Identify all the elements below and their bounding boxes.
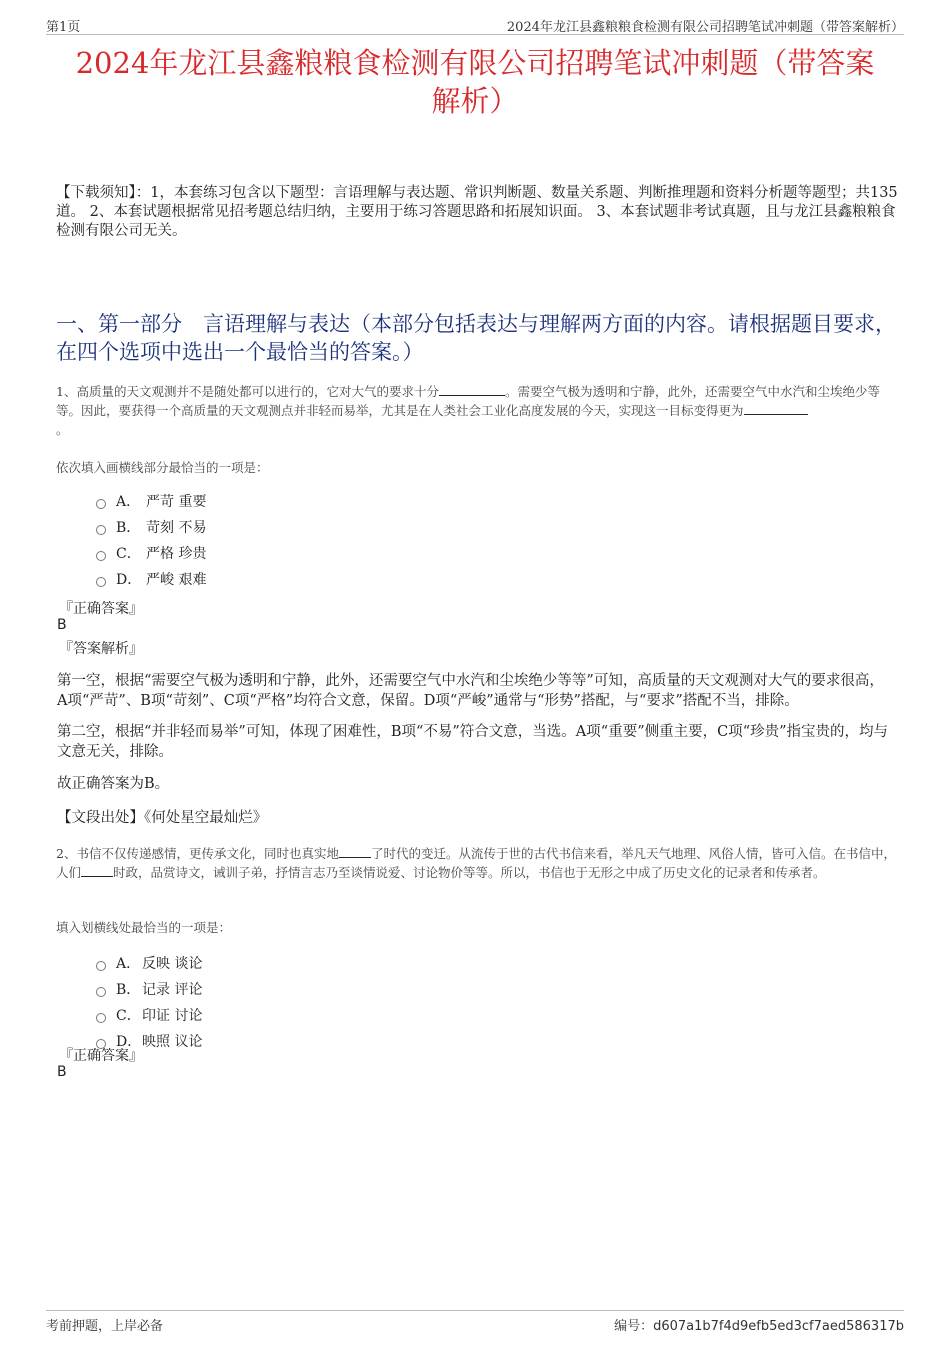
section-heading: 一、第一部分 言语理解与表达（本部分包括表达与理解两方面的内容。请根据题目要求，在四个选项中选出一个最恰当的答案。）	[56, 312, 896, 364]
option-text: 严峻 艰难	[146, 572, 207, 588]
option-key: B．	[116, 520, 141, 536]
option-key: B．	[116, 982, 141, 998]
download-notice: 【下载须知】：1，本套练习包含以下题型：言语理解与表达题、常识判断题、数量关系题、判断推理题和资料分析题等题型；共135道。 2、本套试题根据常见招考题总结归纳，主要用于练习答题思路和拓展知识面。 3、本套试题非考试真题，且与龙江县鑫粮粮食检测有限公司无关。	[56, 185, 898, 239]
question-1-instruction: 依次填入画横线部分最恰当的一项是：	[56, 460, 269, 475]
option-text: 严格 珍贵	[146, 546, 207, 562]
q1-answer: B	[57, 617, 67, 633]
radio-icon[interactable]	[96, 961, 106, 971]
q2-option-c[interactable]	[96, 1005, 202, 1025]
question-1-stem-part-c: 。	[56, 422, 69, 437]
q1-analysis-2: 第二空，根据“并非轻而易举”可知，体现了困难性，B项“不易”符合文意，当选。A项“重要”侧重主要，C项“珍贵”指宝贵的，均与文意无关，排除。	[57, 724, 889, 760]
fill-blank	[439, 383, 505, 396]
question-1-stem-part-b: 。需要空气极为透明和宁静，此外，还需要空气中水汽和尘埃绝少等等。因此，要获得一个高质量的天文观测点并非轻而易举，尤其是在人类社会工业化高度发展的今天，实现这一目标变得更为	[56, 384, 880, 418]
header-doc-title: 2024年龙江县鑫粮粮食检测有限公司招聘笔试冲刺题（带答案解析）	[506, 20, 904, 35]
option-text: 反映 谈论	[142, 956, 203, 972]
q1-option-b[interactable]	[96, 517, 206, 537]
radio-icon[interactable]	[96, 499, 106, 509]
radio-icon[interactable]	[96, 987, 106, 997]
page-number: 第1页	[46, 20, 81, 35]
question-2-instruction: 填入划横线处最恰当的一项是：	[56, 920, 232, 935]
q1-conclusion: 故正确答案为B。	[57, 776, 170, 792]
page-footer	[46, 1310, 904, 1335]
question-1-stem	[56, 382, 898, 439]
option-text: 记录 评论	[142, 982, 203, 998]
title-line-1: 2024年龙江县鑫粮粮食检测有限公司招聘笔试冲刺题（带答案	[75, 46, 875, 80]
option-key: D．	[116, 572, 142, 588]
radio-icon[interactable]	[96, 577, 106, 587]
q1-option-d[interactable]	[96, 569, 206, 589]
radio-icon[interactable]	[96, 551, 106, 561]
footer-code-value: d607a1b7f4d9efb5ed3cf7aed586317b	[653, 1319, 904, 1334]
option-text: 映照 议论	[142, 1034, 203, 1050]
option-text: 印证 讨论	[142, 1008, 203, 1024]
fill-blank	[81, 864, 113, 877]
document-title	[46, 44, 904, 120]
footer-code-label: 编号：	[614, 1319, 654, 1334]
option-text: 苛刻 不易	[146, 520, 207, 536]
question-2-stem-part-a: 2、书信不仅传递感情，更传承文化，同时也真实地	[56, 846, 339, 861]
q2-option-b[interactable]	[96, 979, 202, 999]
fill-blank	[744, 402, 808, 415]
page-header	[46, 14, 904, 35]
footer-slogan: 考前押题，上岸必备	[46, 1319, 164, 1334]
question-2-stem	[56, 844, 898, 882]
title-line-2: 解析）	[431, 84, 519, 118]
fill-blank	[339, 845, 371, 858]
q2-answer-label: 『正确答案』	[59, 1048, 143, 1064]
q1-source: 【文段出处】《何处星空最灿烂》	[57, 810, 268, 826]
option-key: C．	[116, 1008, 141, 1024]
q2-option-a[interactable]	[96, 953, 202, 973]
question-2-stem-part-b: 了时代的变迁。从流传于世的古代书信来看，举凡天气地理、风俗人情，皆可入信。在书信中，人们	[56, 846, 896, 880]
q1-option-a[interactable]	[96, 491, 206, 511]
radio-icon[interactable]	[96, 1013, 106, 1023]
option-key: A．	[116, 494, 141, 510]
option-text: 严苛 重要	[146, 494, 207, 510]
question-2-stem-part-c: 时政，品赏诗文，诫训子弟，抒情言志乃至谈情说爱、讨论物价等等。所以，书信也于无形之中成了历史文化的记录者和传承者。	[113, 865, 826, 880]
radio-icon[interactable]	[96, 525, 106, 535]
q1-option-c[interactable]	[96, 543, 206, 563]
option-key: A．	[116, 956, 141, 972]
footer-code	[614, 1315, 904, 1334]
option-key: C．	[116, 546, 141, 562]
question-1-stem-part-a: 1、高质量的天文观测并不是随处都可以进行的，它对大气的要求十分	[56, 384, 439, 399]
q1-analysis-label: 『答案解析』	[59, 641, 143, 657]
q2-answer: B	[57, 1064, 67, 1080]
q1-answer-label: 『正确答案』	[59, 601, 143, 617]
q1-analysis-1: 第一空，根据“需要空气极为透明和宁静，此外，还需要空气中水汽和尘埃绝少等等”可知，高质量的天文观测对大气的要求很高，A项“严苛”、B项“苛刻”、C项“严格”均符合文意，保留。D项“严峻”通常与“形势”搭配，与“要求”搭配不当，排除。	[57, 673, 884, 709]
option-key: D．	[116, 1034, 142, 1050]
